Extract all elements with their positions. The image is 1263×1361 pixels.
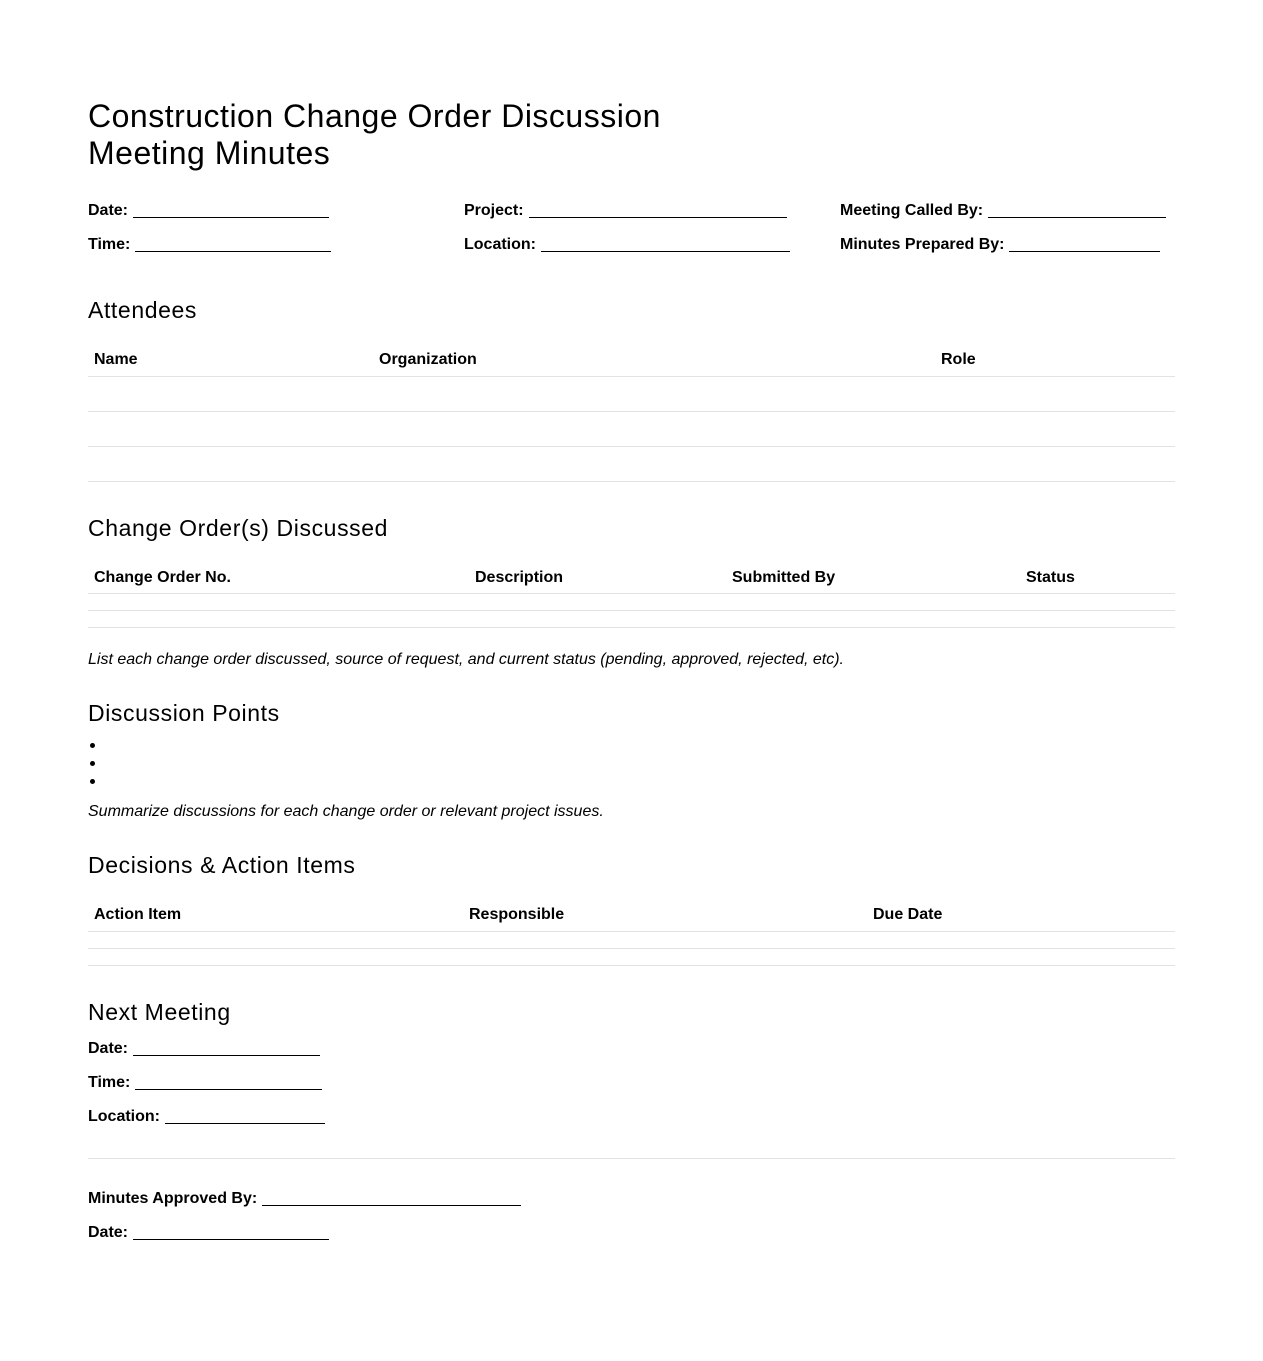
column-header-responsible: Responsible bbox=[463, 895, 867, 931]
minutes-approved-by-field bbox=[88, 1190, 1175, 1224]
meeting-info-col-3 bbox=[840, 202, 1175, 270]
next-meeting-location-field bbox=[88, 1108, 1175, 1142]
decisions-heading: Decisions & Action Items bbox=[88, 852, 356, 878]
project-label: Project: bbox=[464, 202, 524, 219]
column-header-description: Description bbox=[469, 558, 726, 594]
location-field bbox=[464, 236, 840, 270]
action-item-row[interactable] bbox=[88, 948, 1175, 965]
next-meeting-date-label: Date: bbox=[88, 1039, 129, 1057]
bullet-icon bbox=[90, 743, 95, 748]
column-header-status: Status bbox=[1020, 558, 1175, 594]
section-divider bbox=[88, 1158, 1175, 1159]
bullet-icon bbox=[90, 779, 95, 784]
next-meeting-time-field bbox=[88, 1074, 1175, 1108]
location-input-line[interactable] bbox=[541, 236, 790, 252]
time-field bbox=[88, 236, 464, 270]
discussion-bullet-item[interactable] bbox=[88, 773, 1175, 791]
discussion-note: Summarize discussions for each change order or relevant project issues. bbox=[88, 803, 604, 820]
action-item-row[interactable] bbox=[88, 931, 1175, 948]
meeting-called-by-input-line[interactable] bbox=[988, 202, 1166, 218]
document-page bbox=[88, 98, 1175, 1258]
date-label: Date: bbox=[88, 202, 129, 219]
column-header-action-item: Action Item bbox=[88, 895, 463, 931]
minutes-prepared-by-input-line[interactable] bbox=[1009, 236, 1160, 252]
change-orders-heading: Change Order(s) Discussed bbox=[88, 514, 389, 541]
project-input-line[interactable] bbox=[529, 202, 787, 218]
next-meeting-date-field bbox=[88, 1040, 1175, 1074]
time-input-line[interactable] bbox=[135, 236, 331, 252]
page-title bbox=[88, 98, 708, 172]
attendees-heading: Attendees bbox=[88, 297, 197, 323]
date-input-line[interactable] bbox=[133, 202, 329, 218]
next-meeting-location-label: Location: bbox=[88, 1107, 160, 1125]
minutes-approved-by-input-line[interactable] bbox=[262, 1190, 521, 1206]
discussion-bullet-item[interactable] bbox=[88, 755, 1175, 773]
approval-date-field bbox=[88, 1224, 1175, 1258]
minutes-prepared-by-field bbox=[840, 236, 1175, 270]
project-field bbox=[464, 202, 840, 236]
meeting-info-col-1 bbox=[88, 202, 464, 270]
location-label: Location: bbox=[464, 236, 536, 253]
approval-date-label: Date: bbox=[88, 1223, 129, 1241]
title-line-2: Meeting Minutes bbox=[88, 135, 331, 171]
column-header-organization: Organization bbox=[373, 340, 935, 376]
title-line-1: Construction Change Order Discussion bbox=[88, 98, 661, 134]
date-field bbox=[88, 202, 464, 236]
next-meeting-fields bbox=[88, 1040, 1175, 1142]
change-order-row[interactable] bbox=[88, 594, 1175, 611]
change-orders-header-row bbox=[88, 558, 1175, 594]
approval-fields bbox=[88, 1190, 1175, 1258]
change-orders-note: List each change order discussed, source of request, and current status (pending, approved, rejected, etc). bbox=[88, 651, 844, 668]
change-order-row[interactable] bbox=[88, 611, 1175, 628]
minutes-prepared-by-label: Minutes Prepared By: bbox=[840, 236, 1005, 253]
attendee-row[interactable] bbox=[88, 446, 1175, 481]
attendee-row[interactable] bbox=[88, 376, 1175, 411]
meeting-called-by-field bbox=[840, 202, 1175, 236]
discussion-heading: Discussion Points bbox=[88, 700, 280, 726]
attendees-header-row bbox=[88, 340, 1175, 376]
bullet-icon bbox=[90, 761, 95, 766]
discussion-bullet-list bbox=[88, 737, 1175, 791]
meeting-info-col-2 bbox=[464, 202, 840, 270]
change-orders-table bbox=[88, 558, 1175, 629]
column-header-change-order-no: Change Order No. bbox=[88, 558, 469, 594]
next-meeting-date-input-line[interactable] bbox=[133, 1040, 320, 1056]
next-meeting-time-input-line[interactable] bbox=[135, 1074, 322, 1090]
minutes-approved-by-label: Minutes Approved By: bbox=[88, 1189, 258, 1207]
approval-date-input-line[interactable] bbox=[133, 1224, 329, 1240]
time-label: Time: bbox=[88, 236, 131, 253]
attendee-row[interactable] bbox=[88, 411, 1175, 446]
meeting-called-by-label: Meeting Called By: bbox=[840, 202, 984, 219]
meeting-info-fields bbox=[88, 202, 1175, 270]
decisions-header-row bbox=[88, 895, 1175, 931]
next-meeting-location-input-line[interactable] bbox=[165, 1108, 325, 1124]
decisions-table bbox=[88, 895, 1175, 966]
next-meeting-heading: Next Meeting bbox=[88, 998, 231, 1025]
attendees-table bbox=[88, 340, 1175, 482]
column-header-due-date: Due Date bbox=[867, 895, 1175, 931]
column-header-submitted-by: Submitted By bbox=[726, 558, 1020, 594]
next-meeting-time-label: Time: bbox=[88, 1073, 131, 1091]
discussion-bullet-item[interactable] bbox=[88, 737, 1175, 755]
column-header-name: Name bbox=[88, 340, 373, 376]
column-header-role: Role bbox=[935, 340, 1175, 376]
